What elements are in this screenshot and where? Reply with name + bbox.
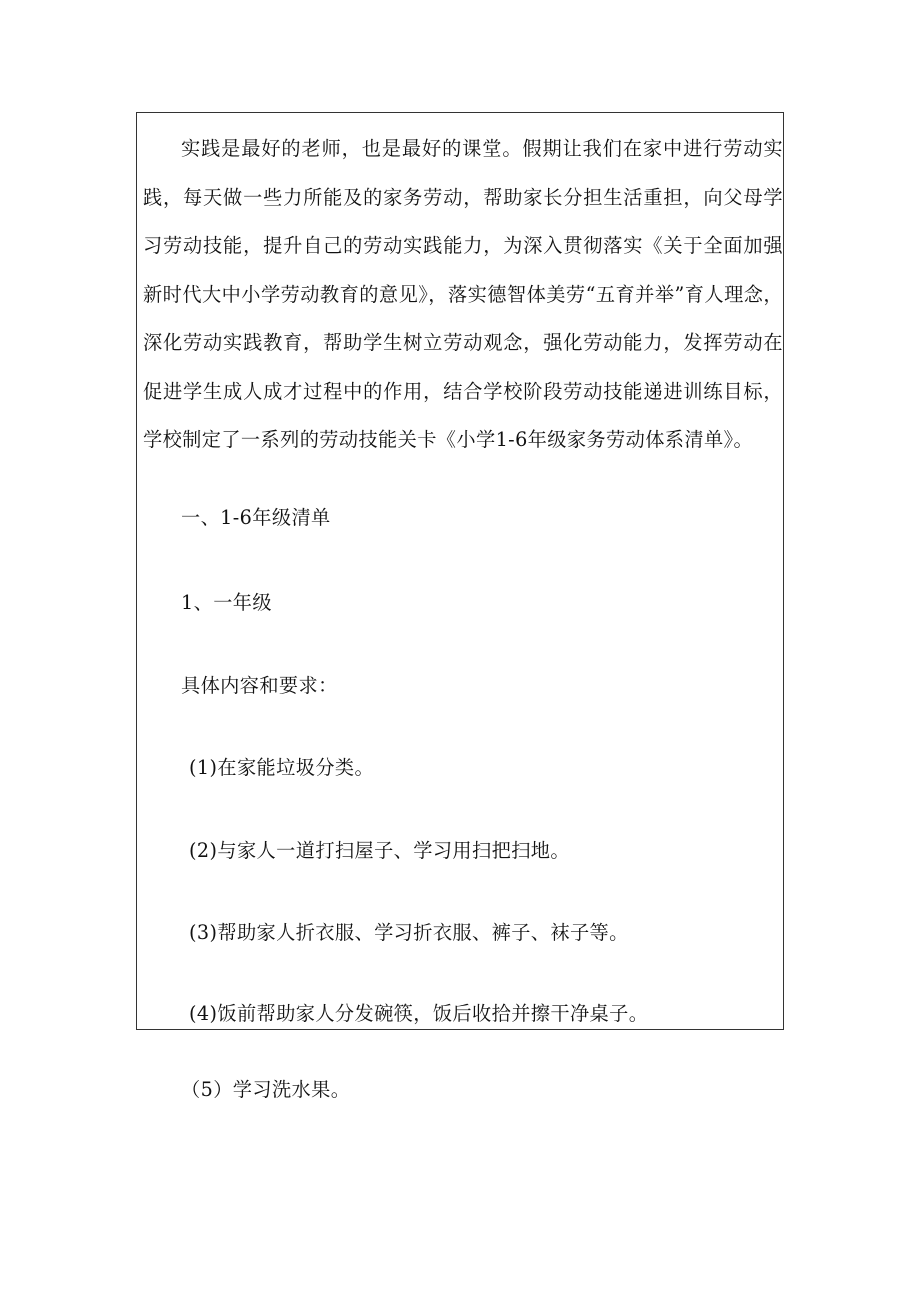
section-heading: 一、1-6年级清单 (181, 506, 331, 529)
list-item: (4)饭前帮助家人分发碗筷，饭后收拾并擦干净桌子。 (189, 1002, 649, 1025)
list-item: （5）学习洗水果。 (181, 1078, 351, 1101)
grade-heading: 1、一年级 (181, 591, 272, 614)
list-item: (1)在家能垃圾分类。 (189, 756, 375, 779)
intro-paragraph: 实践是最好的老师，也是最好的课堂。假期让我们在家中进行劳动实践，每天做一些力所能及的家务劳动，帮助家长分担生活重担，向父母学习劳动技能，提升自己的劳动实践能力，为深入贯彻落实《关于全面加强新时代大中小学劳动教育的意见》，落实德智体美劳“五育并举”育人理念，深化劳动实践教育，帮助学生树立劳动观念，强化劳动能力，发挥劳动在促进学生成人成才过程中的作用，结合学校阶段劳动技能递进训练目标，学校制定了一系列的劳动技能关卡《小学1-6年级家务劳动体系清单》。 (143, 137, 783, 451)
list-item: (3)帮助家人折衣服、学习折衣服、裤子、袜子等。 (189, 921, 629, 944)
requirements-label: 具体内容和要求： (181, 674, 338, 697)
list-item: (2)与家人一道打扫屋子、学习用扫把扫地。 (189, 839, 570, 862)
